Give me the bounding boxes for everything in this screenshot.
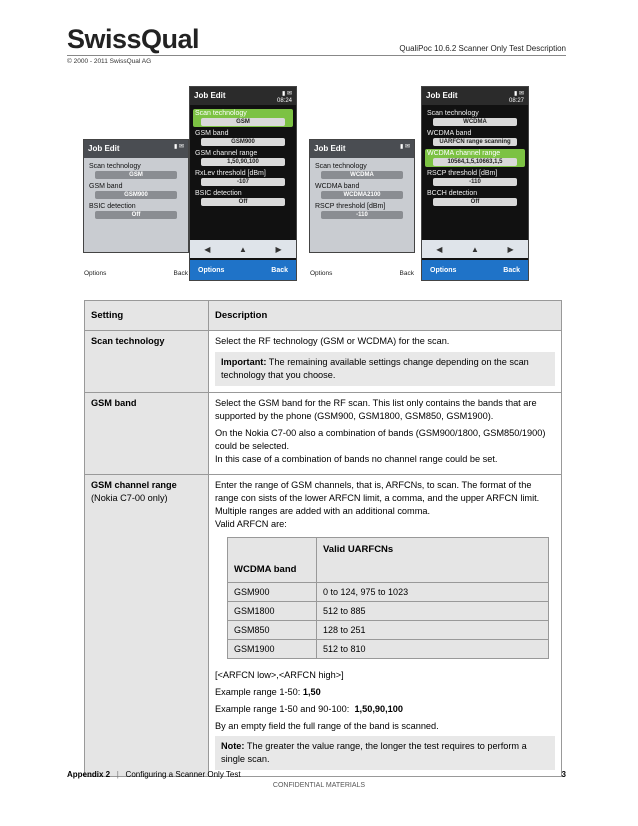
options-softkey: Options <box>84 270 107 277</box>
phone-softkeys-1 <box>84 270 188 277</box>
phone-screenshot-3 <box>310 140 414 252</box>
setting-wcdma-band <box>425 129 525 147</box>
copyright-notice: © 2000 - 2011 SwissQual AG <box>67 58 152 65</box>
setting-label: WCDMA band <box>427 130 472 137</box>
range-cell: 128 to 251 <box>317 621 549 640</box>
description-text: On the Nokia C7-00 also a combination of bands (GSM900/1800, GSM850/1900) could be selected. <box>215 428 546 451</box>
setting-bsic-detection <box>87 202 185 220</box>
phone-screenshot-2 <box>190 87 296 280</box>
setting-name-text: GSM channel range <box>91 480 177 490</box>
options-softkey: Options <box>198 266 225 274</box>
setting-label: Scan technology <box>315 163 367 170</box>
setting-rxlev-threshold <box>193 169 293 187</box>
example-value: 1,50 <box>302 687 321 697</box>
table-row <box>228 583 549 602</box>
setting-value: Off <box>433 198 517 206</box>
company-logo: SwissQual <box>67 24 200 54</box>
setting-value: GSM900 <box>201 138 285 146</box>
setting-label: RSCP threshold [dBm] <box>427 170 498 177</box>
setting-gsm-band <box>87 182 185 200</box>
note-label: Note: <box>221 741 245 751</box>
setting-bsic-detection <box>193 189 293 207</box>
band-cell: GSM850 <box>228 621 317 640</box>
back-softkey: Back <box>399 270 414 277</box>
signal-icon: ▮ ✉ <box>282 91 292 97</box>
phone-title: Job Edit <box>194 91 226 100</box>
description-text: Valid ARFCN are: <box>215 519 287 529</box>
setting-label: RSCP threshold [dBm] <box>315 203 386 210</box>
phone-screenshot-4 <box>422 87 528 280</box>
example-1 <box>215 686 555 699</box>
setting-label: BSIC detection <box>195 190 242 197</box>
phone-header <box>310 140 414 158</box>
setting-wcdma-band <box>313 182 411 200</box>
phone-screenshot-1 <box>84 140 188 252</box>
header-divider <box>67 55 566 56</box>
range-cell: 0 to 124, 975 to 1023 <box>317 583 549 602</box>
example-label: Example range 1-50: <box>215 687 303 697</box>
setting-value: 10564,1,5,10663,1,5 <box>433 158 517 166</box>
phone-title: Job Edit <box>426 91 458 100</box>
arfcn-header-row <box>228 538 549 583</box>
setting-gsm-band <box>193 129 293 147</box>
up-arrow-icon: ▲ <box>471 244 479 254</box>
note-text: The remaining available settings change depending on the scan technology that you choose. <box>221 357 529 380</box>
phone-softkeys-3 <box>310 270 414 277</box>
signal-icon: ▮ ✉ <box>174 144 184 150</box>
setting-name-note: (Nokia C7-00 only) <box>91 493 168 503</box>
description-text: Select the RF technology (GSM or WCDMA) for the scan. <box>215 336 450 346</box>
left-arrow-icon: ◀ <box>204 244 211 254</box>
phone-title: Job Edit <box>314 144 346 153</box>
band-header: WCDMA band <box>228 538 317 583</box>
example-label: Example range 1-50 and 90-100: <box>215 704 355 714</box>
table-row <box>228 602 549 621</box>
phone-header <box>422 87 528 105</box>
band-cell: GSM1900 <box>228 640 317 659</box>
setting-value: 1,50,90,100 <box>201 158 285 166</box>
right-arrow-icon: ▶ <box>275 244 282 254</box>
setting-label: GSM band <box>195 130 229 137</box>
uarfcn-header: Valid UARFCNs <box>317 538 549 583</box>
setting-label: Scan technology <box>195 110 247 117</box>
phone-header <box>84 140 188 158</box>
options-softkey: Options <box>430 266 457 274</box>
setting-label: RxLev threshold [dBm] <box>195 170 266 177</box>
page-number: 3 <box>561 770 566 779</box>
back-softkey: Back <box>503 266 520 274</box>
table-row <box>228 621 549 640</box>
left-arrow-icon: ◀ <box>436 244 443 254</box>
setting-label: GSM channel range <box>195 150 258 157</box>
phone-softkeys-2 <box>190 260 296 280</box>
signal-icon: ▮ ✉ <box>514 91 524 97</box>
footer-section <box>67 770 241 779</box>
setting-value: -110 <box>321 211 403 219</box>
table-row <box>85 393 562 475</box>
setting-scan-technology <box>313 162 411 180</box>
table-header-row <box>85 301 562 331</box>
settings-table <box>84 300 562 777</box>
setting-description <box>209 393 562 475</box>
description-text: Enter the range of GSM channels, that is, ARFCNs, to scan. The format of the range con sists of the lower ARFCN limit, a comma, and the upper ARFCN limit. Multiple ranges are added with an additional comma. <box>215 480 540 516</box>
back-softkey: Back <box>173 270 188 277</box>
setting-label: WCDMA band <box>315 183 360 190</box>
band-cell: GSM900 <box>228 583 317 602</box>
phone-title: Job Edit <box>88 144 120 153</box>
back-softkey: Back <box>271 266 288 274</box>
description-text: Select the GSM band for the RF scan. This list only contains the bands that are supported by the phone (GSM900, GSM1800, GSM850, GSM1900). <box>215 398 537 421</box>
arfcn-table <box>227 537 549 659</box>
setting-value: GSM <box>95 171 177 179</box>
setting-description <box>209 475 562 777</box>
setting-bcch-detection <box>425 189 525 207</box>
setting-name: Scan technology <box>85 331 209 393</box>
table-row <box>85 331 562 393</box>
phone-nav-row <box>190 240 296 258</box>
appendix-label: Appendix 2 <box>67 770 111 779</box>
setting-value: -107 <box>201 178 285 186</box>
confidential-label: CONFIDENTIAL MATERIALS <box>272 782 366 789</box>
table-row <box>85 475 562 777</box>
phone-clock: 08:24 <box>276 98 292 104</box>
setting-gsm-channel-range <box>193 149 293 167</box>
status-area <box>508 91 524 104</box>
setting-value: GSM900 <box>95 191 177 199</box>
range-cell: 512 to 810 <box>317 640 549 659</box>
setting-value: WCDMA2100 <box>321 191 403 199</box>
up-arrow-icon: ▲ <box>239 244 247 254</box>
phone-clock: 08:27 <box>508 98 524 104</box>
info-note <box>215 736 555 770</box>
example-value: 1,50,90,100 <box>354 704 403 714</box>
description-text: By an empty field the full range of the band is scanned. <box>215 721 439 731</box>
right-arrow-icon: ▶ <box>507 244 514 254</box>
setting-description <box>209 331 562 393</box>
setting-wcdma-channel-range <box>425 149 525 167</box>
setting-rscp-threshold <box>425 169 525 187</box>
setting-label: GSM band <box>89 183 123 190</box>
phone-nav-row <box>422 240 528 258</box>
setting-scan-technology <box>87 162 185 180</box>
setting-value: GSM <box>201 118 285 126</box>
options-softkey: Options <box>310 270 333 277</box>
column-header-setting: Setting <box>85 301 209 331</box>
setting-label: BSIC detection <box>89 203 136 210</box>
note-label: Important: <box>221 357 267 367</box>
setting-label: Scan technology <box>427 110 479 117</box>
column-header-description: Description <box>209 301 562 331</box>
note-text: The greater the value range, the longer the test requires to perform a single scan. <box>221 741 527 764</box>
setting-value: -110 <box>433 178 517 186</box>
setting-label: WCDMA channel range <box>427 150 501 157</box>
setting-name <box>85 475 209 777</box>
setting-value: Off <box>95 211 177 219</box>
setting-value: Off <box>201 198 285 206</box>
description-text: In this case of a combination of bands no channel range could be set. <box>215 454 498 464</box>
range-cell: 512 to 885 <box>317 602 549 621</box>
phone-header <box>190 87 296 105</box>
phone-softkeys-4 <box>422 260 528 280</box>
table-row <box>228 640 549 659</box>
setting-rscp-threshold <box>313 202 411 220</box>
setting-scan-technology <box>425 109 525 127</box>
setting-value: WCDMA <box>321 171 403 179</box>
setting-label: BCCH detection <box>427 190 478 197</box>
band-cell: GSM1800 <box>228 602 317 621</box>
footer-separator: | <box>116 770 119 779</box>
status-area <box>276 91 292 104</box>
setting-value: WCDMA <box>433 118 517 126</box>
example-2 <box>215 703 555 716</box>
signal-icon: ▮ ✉ <box>400 144 410 150</box>
section-title: Configuring a Scanner Only Test <box>125 770 241 779</box>
document-title: QualiPoc 10.6.2 Scanner Only Test Description <box>399 44 566 53</box>
format-text: [<ARFCN low>,<ARFCN high>] <box>215 670 344 680</box>
important-note <box>215 352 555 386</box>
setting-label: Scan technology <box>89 163 141 170</box>
setting-name: GSM band <box>85 393 209 475</box>
setting-scan-technology <box>193 109 293 127</box>
setting-value: UARFCN range scanning <box>433 138 517 146</box>
